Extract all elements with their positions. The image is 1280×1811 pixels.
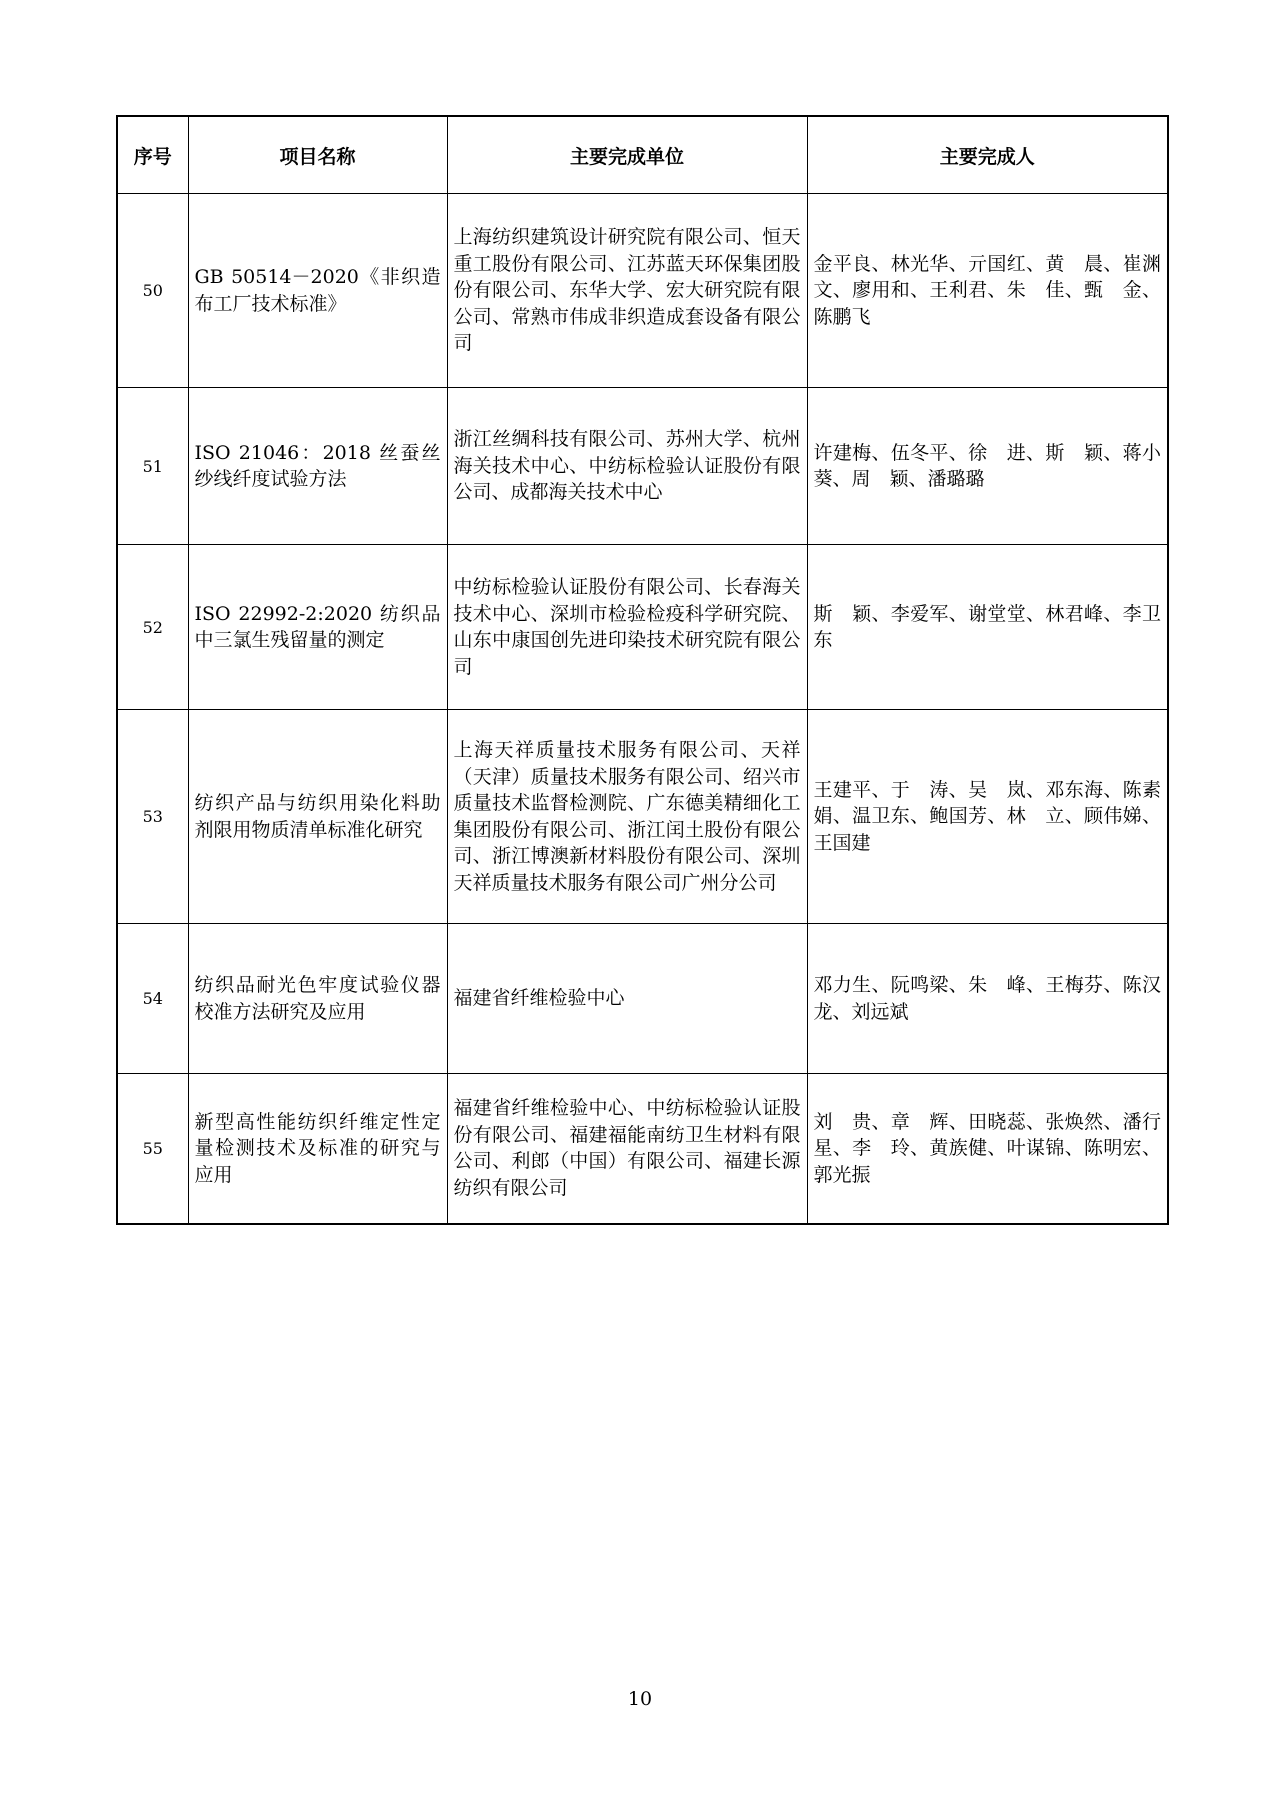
header-serial-number: 序号: [117, 116, 188, 194]
row-main-persons: 邓力生、阮鸣梁、朱 峰、王梅芬、陈汉龙、刘远斌: [807, 924, 1168, 1074]
row-project-name: GB 50514－2020《非织造布工厂技术标准》: [188, 194, 447, 388]
page-number: 10: [627, 1688, 653, 1710]
row-project-name: 新型高性能纺织纤维定性定量检测技术及标准的研究与应用: [188, 1074, 447, 1224]
row-main-persons: 金平良、林光华、亓国红、黄 晨、崔渊文、廖用和、王利君、朱 佳、甄 金、陈鹏飞: [807, 194, 1168, 388]
table-row: [117, 710, 1168, 924]
table-row: [117, 388, 1168, 545]
table-row: [117, 1074, 1168, 1224]
row-project-name: ISO 21046：2018 丝蚕丝纱线纤度试验方法: [188, 388, 447, 545]
row-project-name: ISO 22992-2:2020 纺织品中三氯生残留量的测定: [188, 545, 447, 710]
table-row: [117, 545, 1168, 710]
row-main-units: 上海纺织建筑设计研究院有限公司、恒天重工股份有限公司、江苏蓝天环保集团股份有限公司、东华大学、宏大研究院有限公司、常熟市伟成非织造成套设备有限公司: [447, 194, 807, 388]
header-main-persons: 主要完成人: [807, 116, 1168, 194]
row-main-persons: 王建平、于 涛、吴 岚、邓东海、陈素娟、温卫东、鲍国芳、林 立、顾伟娣、王国建: [807, 710, 1168, 924]
row-serial-number: 51: [117, 388, 188, 545]
row-serial-number: 55: [117, 1074, 188, 1224]
awards-table: [116, 115, 1169, 1225]
row-project-name: 纺织品耐光色牢度试验仪器校准方法研究及应用: [188, 924, 447, 1074]
row-serial-number: 54: [117, 924, 188, 1074]
table-row: [117, 924, 1168, 1074]
row-main-persons: 斯 颖、李爱军、谢堂堂、林君峰、李卫东: [807, 545, 1168, 710]
row-serial-number: 50: [117, 194, 188, 388]
header-main-units: 主要完成单位: [447, 116, 807, 194]
header-project-name: 项目名称: [188, 116, 447, 194]
table-row: [117, 194, 1168, 388]
row-main-persons: 许建梅、伍冬平、徐 进、斯 颖、蒋小葵、周 颖、潘璐璐: [807, 388, 1168, 545]
row-main-units: 中纺标检验认证股份有限公司、长春海关技术中心、深圳市检验检疫科学研究院、山东中康国创先进印染技术研究院有限公司: [447, 545, 807, 710]
table-header-row: [117, 116, 1168, 194]
row-main-units: 浙江丝绸科技有限公司、苏州大学、杭州海关技术中心、中纺标检验认证股份有限公司、成都海关技术中心: [447, 388, 807, 545]
row-main-units: 福建省纤维检验中心: [447, 924, 807, 1074]
row-main-units: 福建省纤维检验中心、中纺标检验认证股份有限公司、福建福能南纺卫生材料有限公司、利郎（中国）有限公司、福建长源纺织有限公司: [447, 1074, 807, 1224]
row-serial-number: 52: [117, 545, 188, 710]
row-main-units: 上海天祥质量技术服务有限公司、天祥（天津）质量技术服务有限公司、绍兴市质量技术监督检测院、广东德美精细化工集团股份有限公司、浙江闰土股份有限公司、浙江博澳新材料股份有限公司、深圳天祥质量技术服务有限公司广州分公司: [447, 710, 807, 924]
row-project-name: 纺织产品与纺织用染化料助剂限用物质清单标准化研究: [188, 710, 447, 924]
row-serial-number: 53: [117, 710, 188, 924]
row-main-persons: 刘 贵、章 辉、田晓蕊、张焕然、潘行星、李 玲、黄族健、叶谋锦、陈明宏、郭光振: [807, 1074, 1168, 1224]
